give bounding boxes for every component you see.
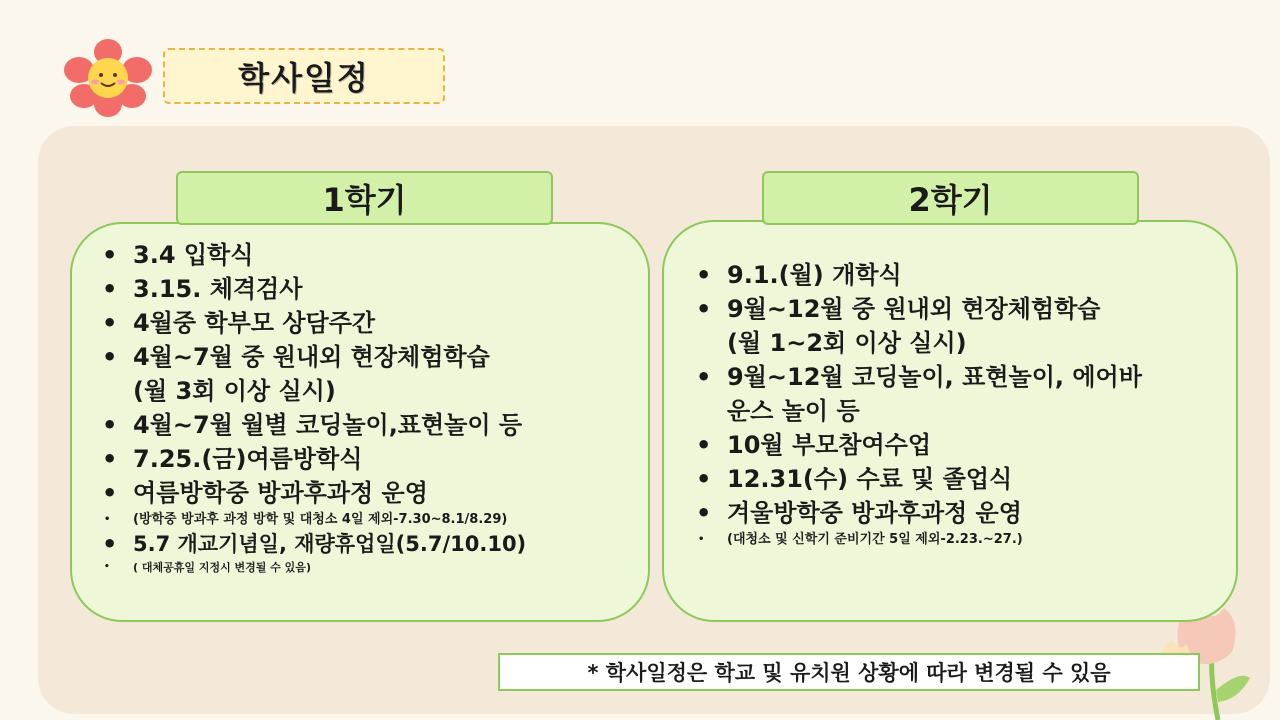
list-item: • 4월중 학부모 상담주간 <box>96 306 526 340</box>
list-item-note: • (대청소 및 신학기 준비기간 5일 제외-2.23.~27.) <box>690 530 1142 549</box>
list-item: • 7.25.(금)여름방학식 <box>96 442 526 476</box>
list-item: • 5.7 개교기념일, 재량휴업일(5.7/10.10) <box>96 529 526 559</box>
semester1-list <box>96 238 526 576</box>
list-item: • 9월~12월 중 원내외 현장체험학습 <box>690 292 1142 326</box>
list-item: • 여름방학중 방과후과정 운영 <box>96 476 526 510</box>
list-item: • 4월~7월 중 원내외 현장체험학습 <box>96 340 526 374</box>
list-item-note: • (방학중 방과후 과정 방학 및 대청소 4일 제외-7.30~8.1/8.29) <box>96 510 526 529</box>
list-item: • 12.31(수) 수료 및 졸업식 <box>690 462 1142 496</box>
flower-icon <box>62 38 154 118</box>
list-item: • 9.1.(월) 개학식 <box>690 258 1142 292</box>
list-item: • 3.15. 체격검사 <box>96 272 526 306</box>
semester2-header: 2학기 <box>762 171 1139 225</box>
semester1-box <box>70 222 650 622</box>
list-item-continuation: 운스 놀이 등 <box>727 397 860 425</box>
list-item-note: • ( 대체공휴일 지정시 변경될 수 있음) <box>96 559 526 576</box>
list-item-continuation: (월 3회 이상 실시) <box>133 377 336 405</box>
list-item: • 10월 부모참여수업 <box>690 428 1142 462</box>
page-title: 학사일정 <box>163 48 445 104</box>
list-item: • 4월~7월 월별 코딩놀이,표현놀이 등 <box>96 408 526 442</box>
semester2-list <box>690 258 1142 549</box>
list-item-continuation: (월 1~2회 이상 실시) <box>727 329 967 357</box>
list-item: • 겨울방학중 방과후과정 운영 <box>690 496 1142 530</box>
schedule-note: * 학사일정은 학교 및 유치원 상황에 따라 변경될 수 있음 <box>498 653 1200 691</box>
list-item: • 3.4 입학식 <box>96 238 526 272</box>
list-item: • 9월~12월 코딩놀이, 표현놀이, 에어바 <box>690 360 1142 394</box>
semester2-box <box>662 220 1238 622</box>
semester1-header: 1학기 <box>176 171 553 225</box>
